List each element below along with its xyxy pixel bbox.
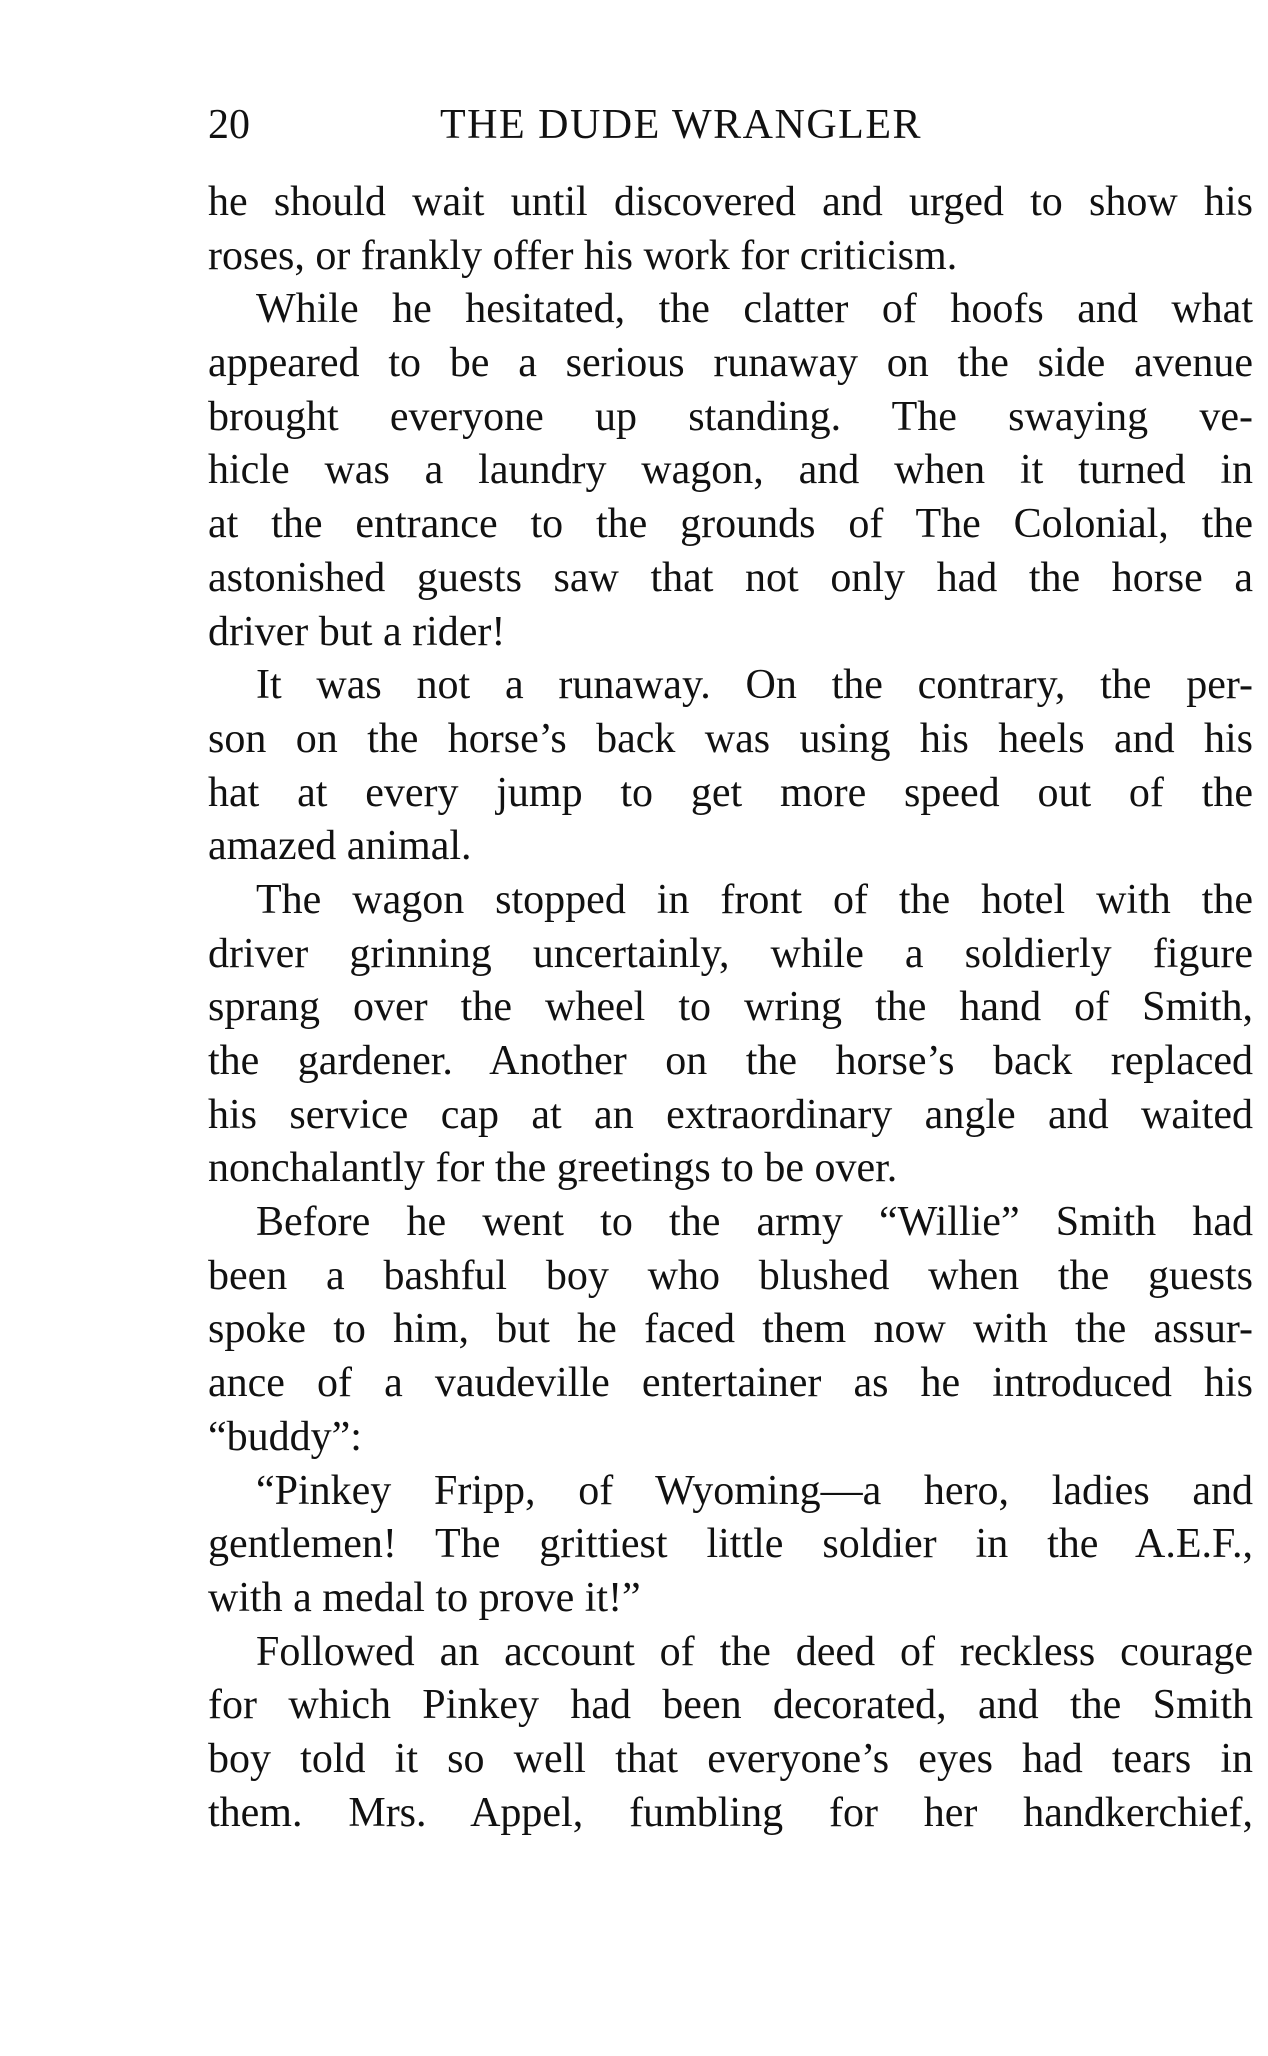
- text-line: It was not a runaway. On the contrary, the per-: [256, 662, 1253, 709]
- page-header: [208, 95, 1258, 155]
- text-line: hat at every jump to get more speed out of the: [208, 769, 1253, 816]
- text-line: hicle was a laundry wagon, and when it turned in: [208, 447, 1253, 494]
- text-line: roses, or frankly offer his work for criticism.: [208, 232, 958, 279]
- text-line: for which Pinkey had been decorated, and the Smith: [208, 1682, 1253, 1729]
- text-line: his service cap at an extraordinary angle and waited: [208, 1091, 1253, 1138]
- page-number: 20: [208, 102, 250, 148]
- text-line: gentlemen! The grittiest little soldier in the A.E.F.,: [208, 1521, 1253, 1568]
- text-line: been a bashful boy who blushed when the guests: [208, 1252, 1253, 1299]
- text-line: Before he went to the army “Willie” Smith had: [256, 1199, 1253, 1246]
- text-line: Followed an account of the deed of reckless courage: [256, 1628, 1253, 1675]
- text-line: at the entrance to the grounds of The Colonial, the: [208, 501, 1253, 548]
- text-line: spoke to him, but he faced them now with the assur-: [208, 1306, 1253, 1353]
- text-line: nonchalantly for the greetings to be over.: [208, 1145, 898, 1192]
- text-line: brought everyone up standing. The swaying ve-: [208, 393, 1253, 440]
- text-line: “Pinkey Fripp, of Wyoming—a hero, ladies and: [256, 1467, 1253, 1514]
- text-line: he should wait until discovered and urged to show his: [208, 179, 1253, 225]
- text-line: appeared to be a serious runaway on the side avenue: [208, 340, 1253, 387]
- text-line: amazed animal.: [208, 823, 472, 870]
- text-line: driver grinning uncertainly, while a soldierly figure: [208, 930, 1253, 977]
- text-line: son on the horse’s back was using his heels and his: [208, 715, 1253, 762]
- text-line: “buddy”:: [208, 1413, 362, 1460]
- paragraph-6: [208, 1465, 1253, 1626]
- paragraph-1: [208, 176, 1253, 283]
- text-line: them. Mrs. Appel, fumbling for her handkerchief,: [208, 1789, 1253, 1836]
- paragraph-3: [208, 659, 1253, 874]
- text-line: The wagon stopped in front of the hotel with the: [256, 876, 1253, 923]
- text-line: boy told it so well that everyone’s eyes had tears in: [208, 1735, 1253, 1782]
- text-line: ance of a vaudeville entertainer as he introduced his: [208, 1360, 1253, 1407]
- text-line: the gardener. Another on the horse’s back replaced: [208, 1038, 1253, 1084]
- body-text: [208, 176, 1253, 1876]
- text-line: astonished guests saw that not only had the horse a: [208, 554, 1253, 601]
- paragraph-4: [208, 874, 1253, 1196]
- text-line: driver but a rider!: [208, 608, 506, 655]
- paragraph-7: [208, 1626, 1253, 1841]
- text-line: with a medal to prove it!”: [208, 1574, 641, 1621]
- text-line: While he hesitated, the clatter of hoofs and what: [256, 286, 1253, 333]
- paragraph-2: [208, 283, 1253, 659]
- running-head: THE DUDE WRANGLER: [440, 102, 923, 148]
- paragraph-5: [208, 1196, 1253, 1464]
- text-line: sprang over the wheel to wring the hand of Smith,: [208, 984, 1253, 1031]
